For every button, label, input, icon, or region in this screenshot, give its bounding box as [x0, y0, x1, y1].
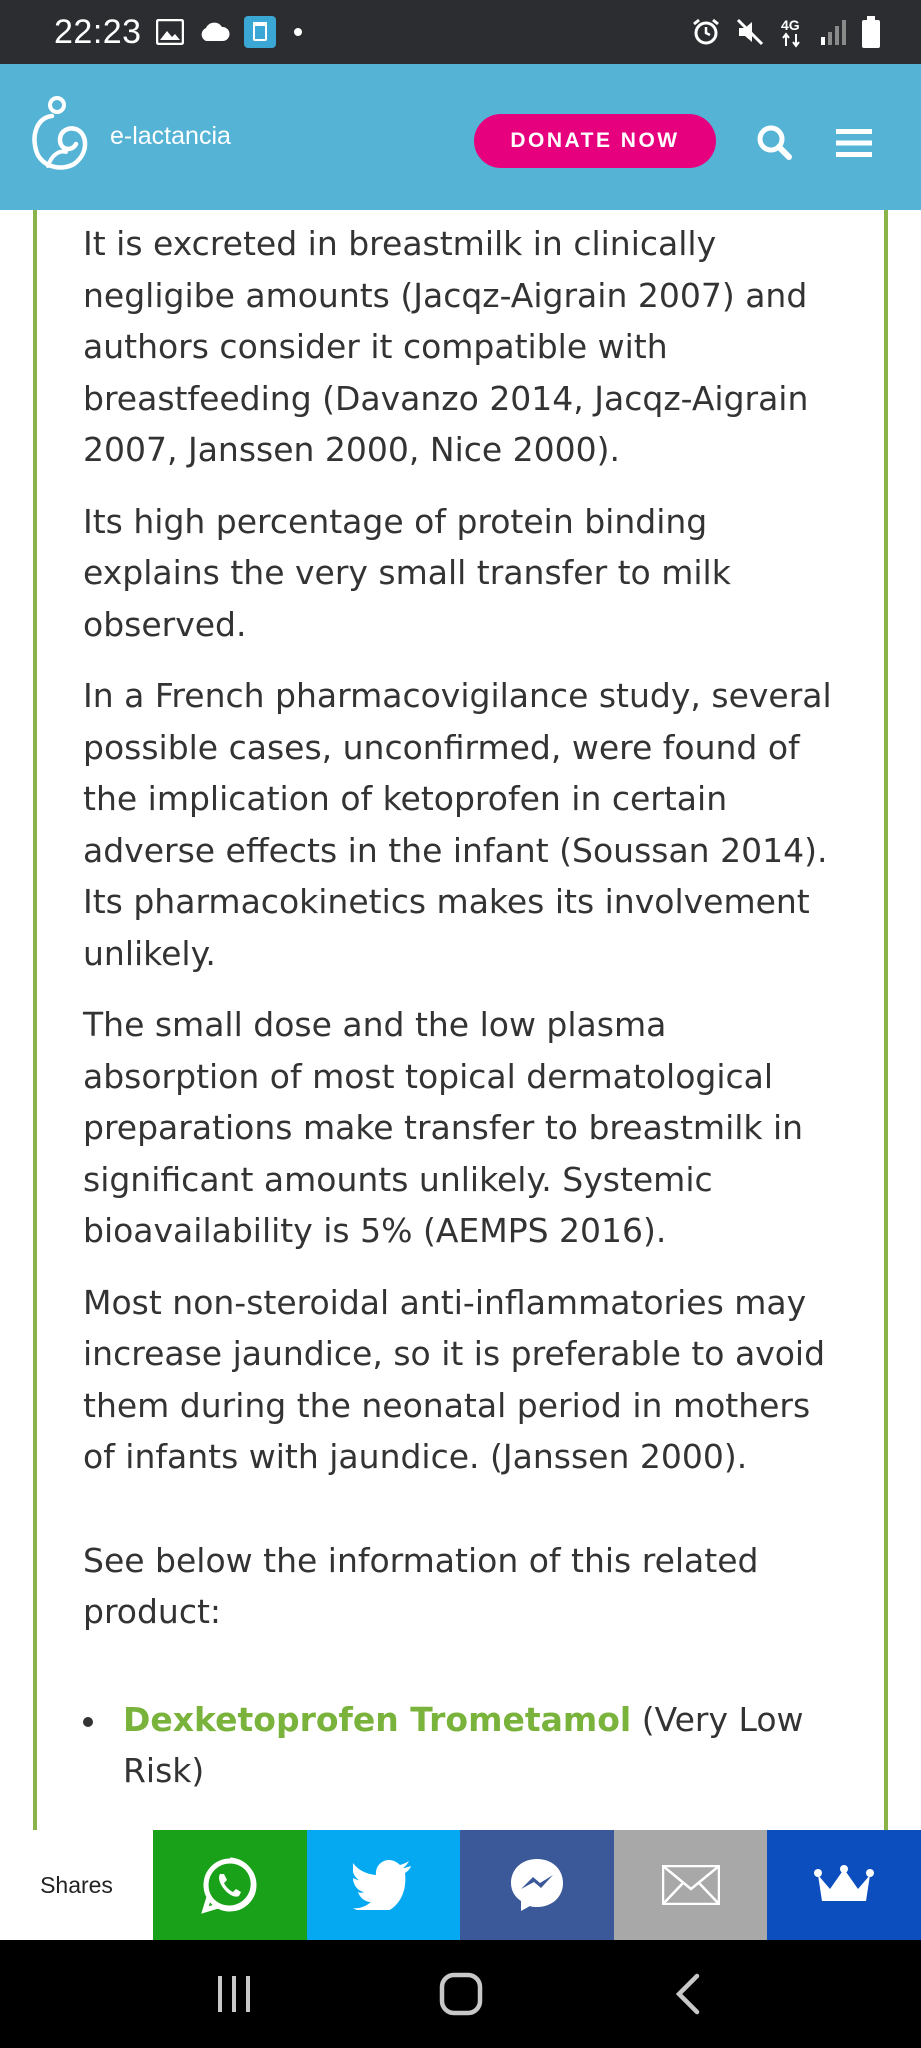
twitter-share-button[interactable] — [307, 1830, 461, 1940]
share-label: Shares — [40, 1871, 113, 1898]
recent-apps-icon[interactable] — [194, 1954, 274, 2034]
whatsapp-share-button[interactable] — [153, 1830, 307, 1940]
crown-icon — [814, 1865, 874, 1905]
status-time: 22:23 — [54, 12, 142, 51]
related-list — [83, 1694, 843, 1797]
hamburger-menu-icon[interactable] — [836, 128, 872, 162]
paragraph: It is excreted in breastmilk in clinically negligibe amounts (Jacqz-Aigrain 2007) and authors consider it compatible with breastfeeding (Davanzo 2014, Jacqz-Aigrain 2007, Janssen 2000, Nice 2000). — [83, 224, 809, 469]
e-lactancia-logo[interactable] — [30, 96, 92, 176]
related-product-risk: (Very Low Risk) — [123, 1699, 804, 1790]
paragraph: The small dose and the low plasma absorption of most topical dermatological preparations make transfer to breastmilk in significant amounts unlikely. Systemic bioavailability is 5% (AEMPS 2016). — [83, 1005, 804, 1250]
dot-icon — [290, 24, 306, 40]
android-nav-bar — [0, 1940, 921, 2048]
alarm-icon — [691, 17, 721, 47]
bullet — [83, 1717, 93, 1727]
status-bar — [0, 0, 921, 64]
share-bar — [0, 1830, 921, 1940]
messenger-icon — [507, 1855, 567, 1915]
network-4g-icon — [779, 16, 805, 48]
battery-icon — [861, 16, 881, 48]
cloud-icon — [198, 21, 230, 43]
status-left — [54, 13, 306, 52]
related-intro: See below the information of this related product: — [83, 1540, 759, 1631]
back-icon[interactable] — [648, 1954, 728, 2034]
paragraph: In a French pharmacovigilance study, several possible cases, unconfirmed, were found of the implication of ketoprofen in certain adverse effects in the infant (Soussan 2014). Its pharmacokinetics makes its involvement unlikely. — [83, 676, 832, 973]
email-icon — [662, 1865, 720, 1905]
paragraph: Its high percentage of protein binding explains the very small transfer to milk observed. — [83, 501, 731, 644]
donate-button[interactable]: DONATE NOW — [474, 114, 716, 168]
app-icon — [244, 16, 276, 48]
search-icon[interactable] — [756, 124, 792, 164]
svg-text:4G: 4G — [781, 17, 800, 33]
image-icon — [156, 19, 184, 45]
twitter-icon — [353, 1860, 413, 1910]
whatsapp-icon — [200, 1855, 260, 1915]
status-right — [691, 16, 881, 48]
paragraph: Most non-steroidal anti-inflammatories may increase jaundice, so it is preferable to avoid them during the neonatal period in mothers of infants with jaundice. (Janssen 2000). — [83, 1282, 826, 1476]
messenger-share-button[interactable] — [460, 1830, 614, 1940]
home-icon[interactable] — [421, 1954, 501, 2034]
brand-name[interactable]: e-lactancia — [110, 122, 231, 150]
more-share-button[interactable] — [767, 1830, 921, 1940]
mute-icon — [735, 17, 765, 47]
email-share-button[interactable] — [614, 1830, 768, 1940]
article-body — [83, 218, 843, 1797]
signal-icon — [819, 19, 847, 45]
related-product-link[interactable]: Dexketoprofen Trometamol — [123, 1699, 632, 1739]
list-item — [83, 1694, 843, 1797]
